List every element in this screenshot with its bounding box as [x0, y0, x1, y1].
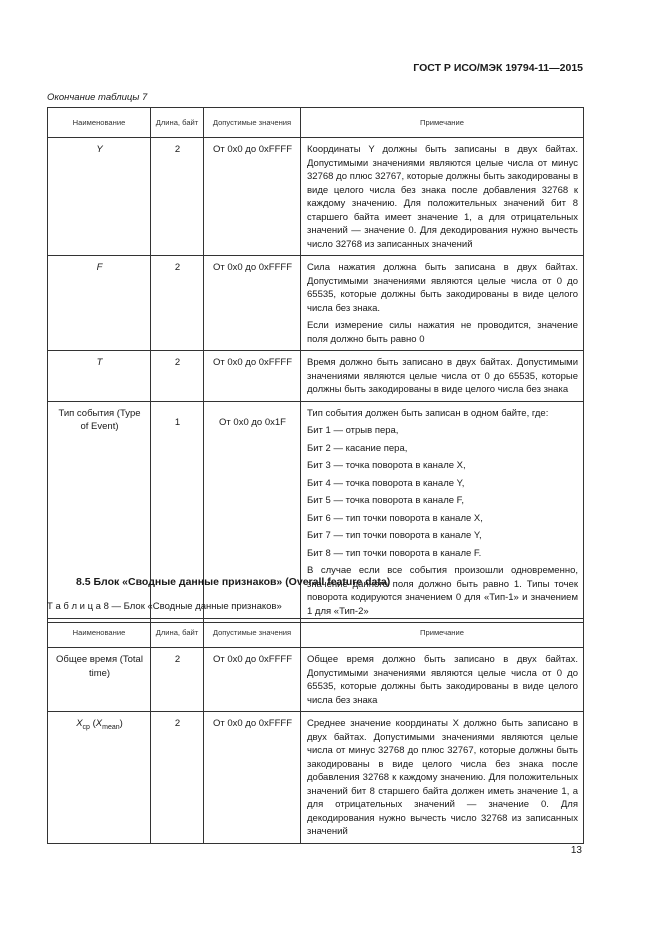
note-paragraph: Бит 8 — тип точки поворота в канале F. [307, 547, 482, 559]
table-row [48, 712, 584, 844]
table-header-row [48, 108, 584, 138]
row-allowed: От 0x0 до 0xFFFF [204, 351, 301, 402]
row-name: T [48, 351, 151, 402]
name-subscript: ср [82, 723, 90, 731]
column-header-allowed: Допустимые значения [204, 619, 301, 648]
column-header-name: Наименование [48, 619, 151, 648]
row-note [301, 138, 584, 256]
column-header-note: Примечание [301, 108, 584, 138]
row-length: 1 [151, 401, 204, 623]
row-length: 2 [151, 138, 204, 256]
row-length: 2 [151, 351, 204, 402]
table7-caption: Окончание таблицы 7 [47, 92, 148, 103]
row-length: 2 [151, 712, 204, 844]
row-length: 2 [151, 648, 204, 712]
table-row [48, 256, 584, 351]
table-row [48, 401, 584, 623]
table-row [48, 648, 584, 712]
row-note [301, 712, 584, 844]
column-header-name: Наименование [48, 108, 151, 138]
row-allowed: От 0x0 до 0xFFFF [204, 712, 301, 844]
table-row [48, 351, 584, 402]
note-paragraph: Среднее значение координаты X должно быть записано в двух байтах. Допустимыми значениями являются целые числа от минус 32768 до плюс 32767, которые должны быть закодированы в виде целого числа без знака после добавления 32768 к каждому значению. Для положительных значений бит 8 старшего байта должен иметь значение 1, а для отрицательных значений — значение 0. Для декодирования нужно вычесть число 32768 из записанных значений [307, 718, 578, 837]
note-paragraph: Общее время должно быть записано в двух байтах. Допустимыми значениями являются целые числа от 0 до 65535, которые должны быть закодированы в виде целого числа без знака [307, 654, 578, 706]
row-note [301, 648, 584, 712]
table-row [48, 138, 584, 256]
note-paragraph: Координаты Y должны быть записаны в двух байтах. Допустимыми значениями являются целые числа от минус 32768 до плюс 32767, которые должны быть закодированы в виде целого числа без знака после добавления 32768 к каждому значению. Для положительных значений бит 8 старшего байта имеет значение 1, а для отрицательных значений — значение 0. Для декодирования нужно вычесть число 32768 из записанных значений [307, 144, 578, 250]
row-note [301, 351, 584, 402]
note-paragraph: Бит 5 — точка поворота в канале F, [307, 495, 465, 506]
section-heading: 8.5 Блок «Сводные данные признаков» (Overall feature data) [76, 576, 391, 588]
note-paragraph: Тип события должен быть записан в одном байте, где: [307, 407, 549, 419]
row-note [301, 256, 584, 351]
note-paragraph: Бит 6 — тип точки поворота в канале X, [307, 512, 483, 524]
column-header-length: Длина, байт [151, 108, 204, 138]
name-paren-subscript: mean [102, 723, 120, 731]
row-length: 2 [151, 256, 204, 351]
name-symbol: X [76, 718, 83, 729]
row-name: Тип события (Type of Event) [48, 401, 151, 623]
note-paragraph: Бит 2 — касание пера, [307, 442, 408, 454]
column-header-length: Длина, байт [151, 619, 204, 648]
name-paren-symbol: X [95, 718, 103, 729]
note-paragraph: Время должно быть записано в двух байтах. Допустимыми значениями являются целые числа от 0 до 65535, которые должны быть закодированы в виде целого числа без знака [307, 357, 578, 395]
page-number: 13 [570, 845, 582, 856]
note-paragraph: Бит 7 — тип точки поворота в канале Y, [307, 530, 482, 541]
note-paragraph: Если измерение силы нажатия не проводится, значение поля должно быть равно 0 [307, 320, 578, 345]
note-paragraph: В случае если все события произошли одновременно, значение данного поля должно быть равно 1. Типы точек поворота кодируются значением 0 для «Тип-1» и значением 1 для «Тип-2» [307, 565, 578, 617]
table-header-row [48, 619, 584, 648]
note-paragraph: Сила нажатия должна быть записана в двух байтах. Допустимыми значениями являются целые числа от 0 до 65535, которые должны быть закодированы в виде целого числа без знака. [307, 262, 578, 314]
document-code: ГОСТ Р ИСО/МЭК 19794-11—2015 [413, 62, 583, 74]
row-name: $X_{ср}$ $(X_{mean})$ [48, 712, 151, 844]
column-header-note: Примечание [301, 619, 584, 648]
table8-caption: Т а б л и ц а 8 — Блок «Сводные данные признаков» [47, 601, 282, 612]
row-note [301, 401, 584, 623]
note-paragraph: Бит 1 — отрыв пера, [307, 425, 399, 436]
row-allowed: От 0x0 до 0x1F [204, 401, 301, 623]
table-7 [47, 107, 584, 623]
row-name: Y [48, 138, 151, 256]
column-header-allowed: Допустимые значения [204, 108, 301, 138]
row-allowed: От 0x0 до 0xFFFF [204, 138, 301, 256]
table-8 [47, 618, 584, 844]
note-paragraph: Бит 3 — точка поворота в канале X, [307, 460, 466, 471]
row-allowed: От 0x0 до 0xFFFF [204, 648, 301, 712]
note-paragraph: Бит 4 — точка поворота в канале Y, [307, 477, 465, 489]
row-name: F [48, 256, 151, 351]
row-allowed: От 0x0 до 0xFFFF [204, 256, 301, 351]
row-name: Общее время (Total time) [48, 648, 151, 712]
